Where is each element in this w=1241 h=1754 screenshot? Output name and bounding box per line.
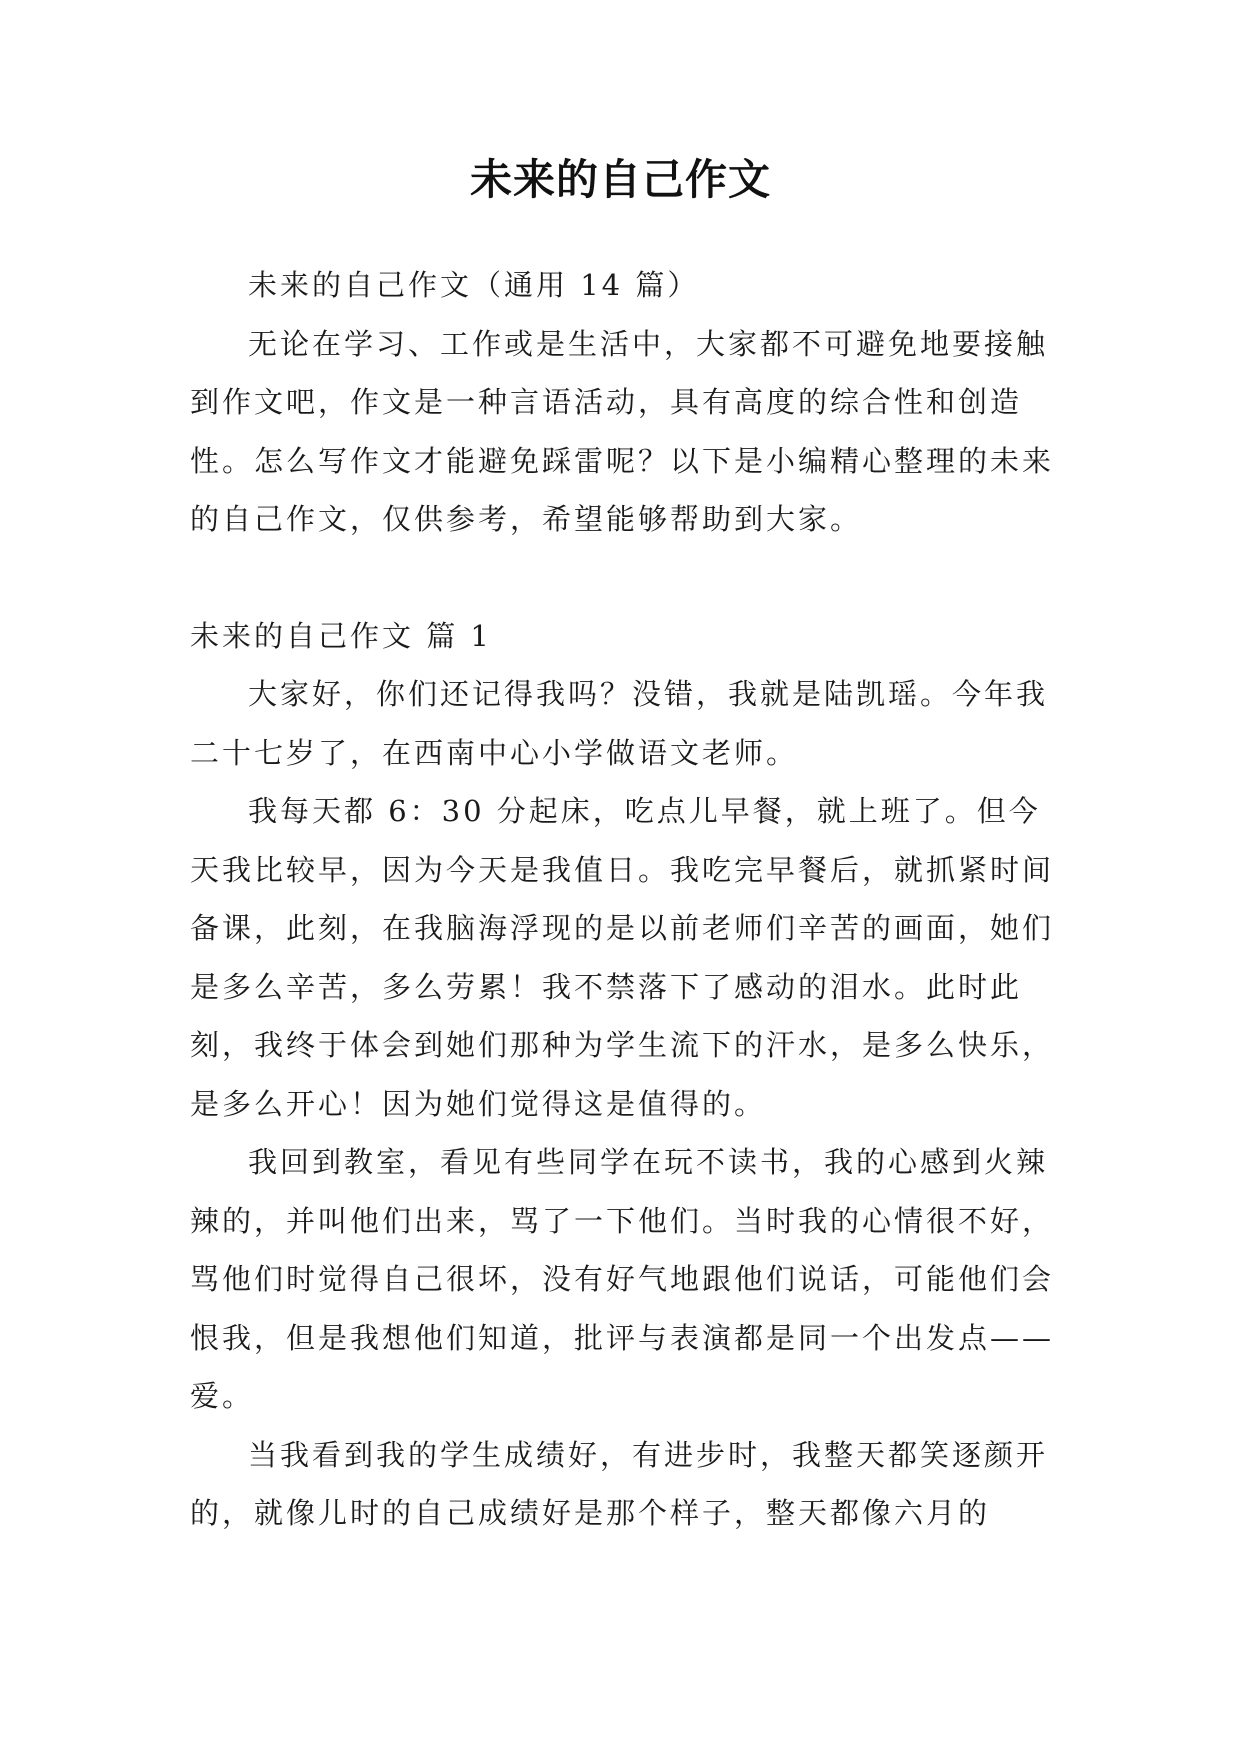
body-paragraph-2: 我每天都 6：30 分起床，吃点儿早餐，就上班了。但今天我比较早，因为今天是我值日。我吃完早餐后，就抓紧时间备课，此刻，在我脑海浮现的是以前老师们辛苦的画面，她们是多么辛苦，多么劳累！我不禁落下了感动的泪水。此时此刻，我终于体会到她们那种为学生流下的汗水，是多么快乐，是多么开心！因为她们觉得这是值得的。 [190,794,1055,1121]
body-paragraph-1: 大家好，你们还记得我吗？没错，我就是陆凯瑶。今年我二十七岁了，在西南中心小学做语文老师。 [190,677,1049,770]
section-heading: 未来的自己作文 篇 1 [190,618,492,653]
document-title: 未来的自己作文 [469,155,771,204]
document-subtitle: 未来的自己作文（通用 14 篇） [248,268,700,302]
document-body [190,256,1060,1543]
intro-paragraph: 无论在学习、工作或是生活中，大家都不可避免地要接触到作文吧，作文是一种言语活动，具有高度的综合性和创造性。怎么写作文才能避免踩雷呢？以下是小编精心整理的未来的自己作文，仅供参考，希望能够帮助到大家。 [190,326,1055,536]
body-paragraph-3: 我回到教室，看见有些同学在玩不读书，我的心感到火辣辣的，并叫他们出来，骂了一下他们。当时我的心情很不好，骂他们时觉得自己很坏，没有好气地跟他们说话，可能他们会恨我，但是我想他们知道，批评与表演都是同一个出发点——爱。 [190,1145,1055,1413]
body-paragraph-4: 当我看到我的学生成绩好，有进步时，我整天都笑逐颜开的，就像儿时的自己成绩好是那个样子，整天都像六月的 [190,1437,1049,1530]
